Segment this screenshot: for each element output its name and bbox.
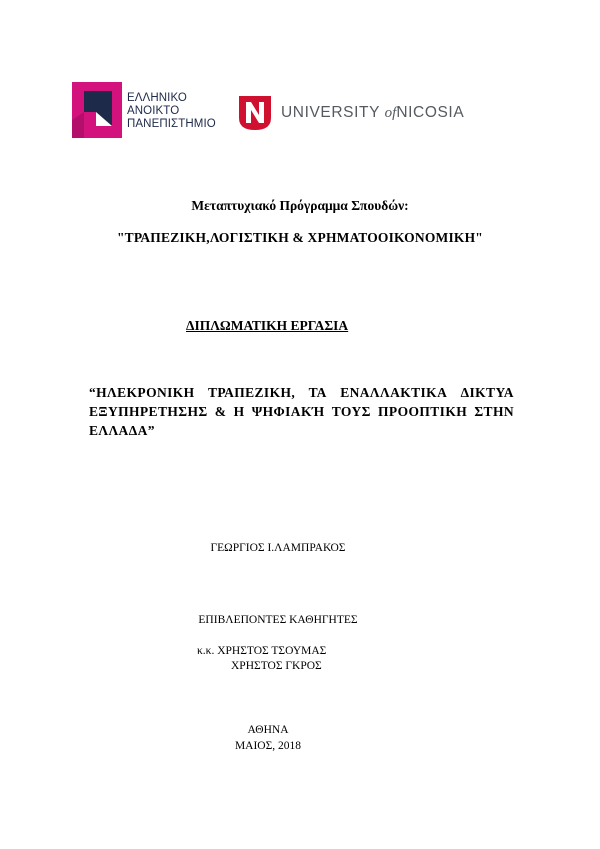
university-of-nicosia-wordmark: [281, 104, 464, 122]
hellenic-open-university-emblem-icon: [72, 82, 122, 138]
title-word: ΨΗΦΙΑΚΉ: [251, 404, 325, 419]
wordmark-nicosia: NICOSIA: [396, 104, 465, 121]
title-word: ΤΡΑΠΕΖΙΚΗ,: [208, 385, 296, 400]
hellenic-open-university-wordmark: [127, 92, 216, 131]
university-of-nicosia-shield-icon: [239, 96, 271, 130]
title-word: “ΗΛΕΚΡΟΝΙΚΗ: [89, 385, 195, 400]
program-label: Μεταπτυχιακό Πρόγραμμα Σπουδών:: [191, 198, 409, 213]
title-word: ΤΟΥΣ: [331, 404, 371, 419]
hellenic-open-university-logo: [72, 82, 216, 138]
title-word: ΣΤΗΝ: [474, 404, 514, 419]
title-word: ΕΛΛΑΔΑ”: [89, 423, 155, 438]
title-word: &: [214, 404, 227, 419]
title-word: ΕΞΥΠΗΡΕΤΗΣΗΣ: [89, 404, 208, 419]
thesis-title: [89, 383, 514, 440]
title-word: ΕΝΑΛΛΑΚΤΙΚΑ: [340, 385, 448, 400]
city: ΑΘΗΝΑ: [247, 724, 289, 736]
title-word: ΠΡΟΟΠΤΙΚΗ: [378, 404, 468, 419]
wordmark-line: ΑΝΟΙΚΤΟ: [127, 105, 180, 117]
university-of-nicosia-logo: [239, 96, 469, 130]
title-word: ΔΙΚΤΥΑ: [460, 385, 514, 400]
wordmark-of: of: [384, 105, 397, 121]
wordmark-university: UNIVERSITY: [281, 104, 380, 121]
wordmark-line: ΠΑΝΕΠΙΣΤΗΜΙΟ: [127, 118, 216, 130]
title-line-1: [89, 383, 514, 402]
title-word: ΤΑ: [308, 385, 327, 400]
thesis-type-heading: ΔΙΠΛΩΜΑΤΙΚΗ ΕΡΓΑΣΙΑ: [186, 318, 349, 333]
title-line-3: [89, 421, 514, 440]
wordmark-line: ΕΛΛΗΝΙΚΟ: [127, 92, 187, 104]
program-name: "ΤΡΑΠΕΖΙΚΗ,ΛΟΓΙΣΤΙΚΗ & ΧΡΗΜΑΤΟΟΙΚΟΝΟΜΙΚΗ": [116, 230, 484, 245]
author-name: ΓΕΩΡΓΙΟΣ Ι.ΛΑΜΠΡΑΚΟΣ: [210, 542, 346, 554]
submission-date: ΜΑΙΟΣ, 2018: [234, 740, 302, 752]
supervisors-heading: ΕΠΙΒΛΕΠΟΝΤΕΣ ΚΑΘΗΓΗΤΕΣ: [198, 614, 358, 626]
title-word: Η: [233, 404, 245, 419]
supervisor-name: κ.κ. ΧΡΗΣΤΟΣ ΤΣΟΥΜΑΣ: [197, 645, 327, 657]
title-line-2: [89, 402, 514, 421]
supervisor-name: ΧΡΗΣΤΟΣ ΓΚΡΟΣ: [231, 660, 322, 672]
